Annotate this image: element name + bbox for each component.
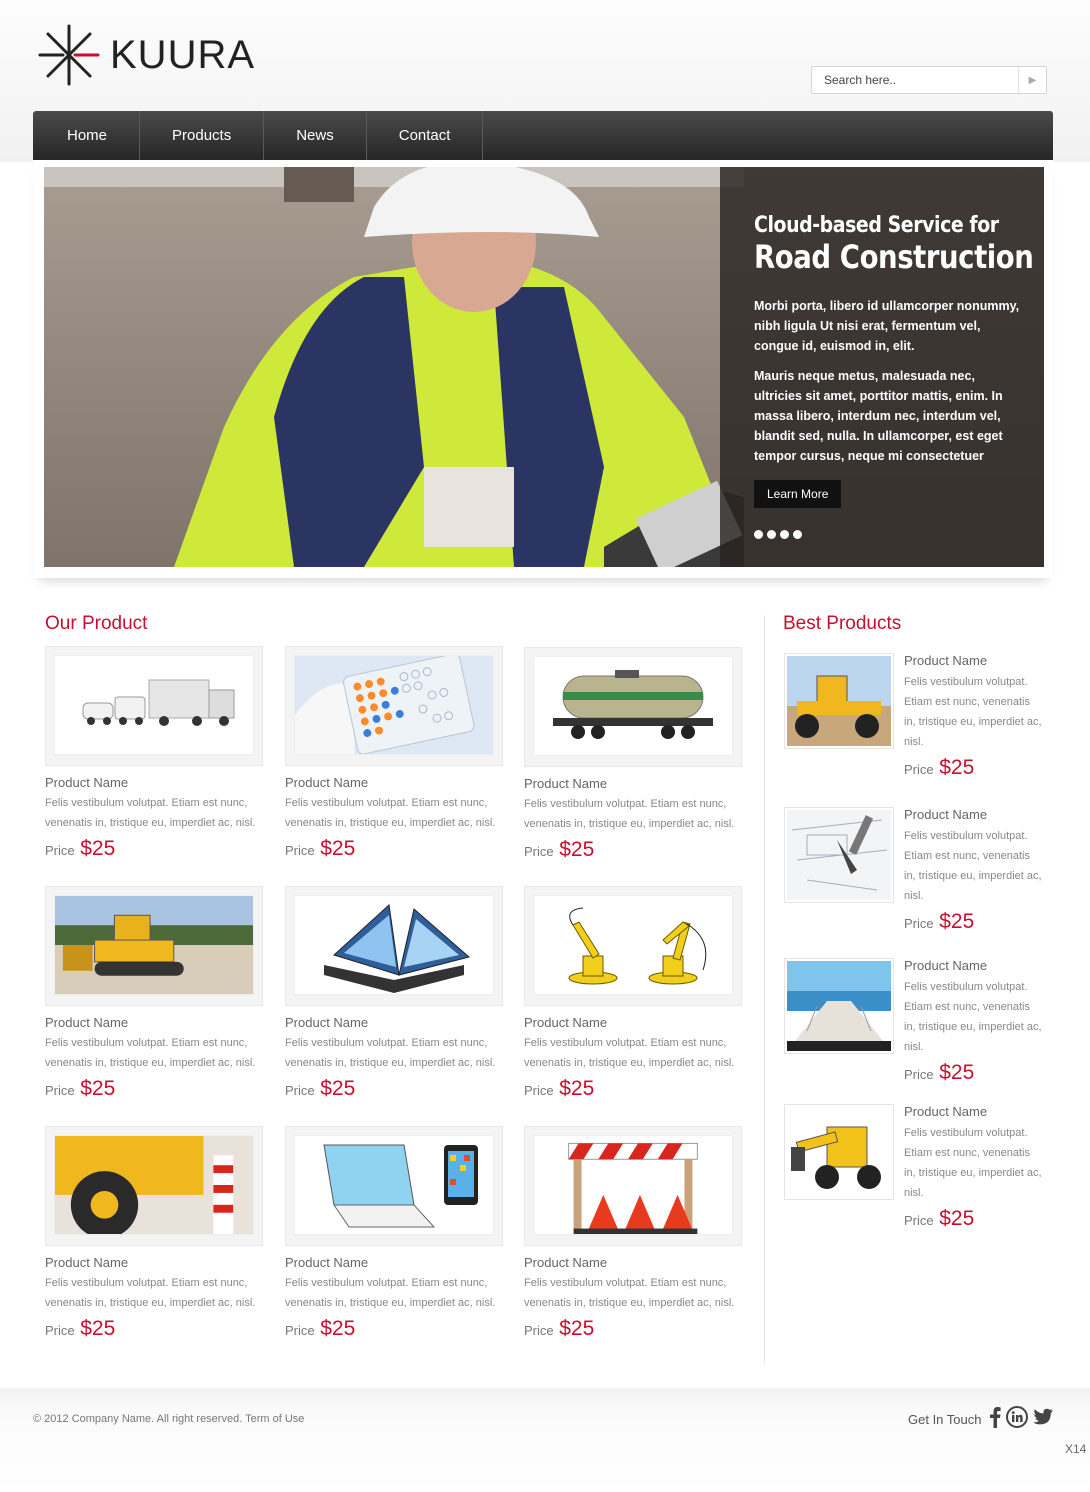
product-card[interactable] <box>285 646 505 861</box>
grader-image <box>787 656 891 746</box>
product-price: Price $25 <box>285 1317 356 1340</box>
product-name: Product Name <box>45 1255 129 1270</box>
slider-dot[interactable] <box>754 530 763 539</box>
product-price: Price $25 <box>45 837 116 860</box>
slide-title: Road Construction <box>754 238 1034 276</box>
product-price: Price $25 <box>524 838 595 861</box>
hero-slider <box>33 160 1053 578</box>
product-name: Product Name <box>45 1015 129 1030</box>
product-name: Product Name <box>524 1015 608 1030</box>
slide-paragraph-1: Morbi porta, libero id ullamcorper nonummy, nibh ligula Ut nisi erat, fermentum vel, congue id, euismod in, elit. <box>754 299 1020 353</box>
product-name: Product Name <box>45 775 129 790</box>
product-description: Felis vestibulum volutpat. Etiam est nunc, venenatis in, tristique eu, imperdiet ac, nisl. <box>904 1127 1042 1199</box>
product-description: Felis vestibulum volutpat. Etiam est nunc, venenatis in, tristique eu, imperdiet ac, nisl. <box>285 1277 496 1309</box>
product-description: Felis vestibulum volutpat. Etiam est nunc, venenatis in, tristique eu, imperdiet ac, nisl. <box>904 676 1042 748</box>
main-nav <box>33 111 1053 160</box>
slide-title-small: Cloud-based Service for <box>754 213 999 238</box>
brand-name: KUURA <box>110 32 256 77</box>
arrow-right-icon: ▶ <box>1028 74 1037 86</box>
product-description: Felis vestibulum volutpat. Etiam est nunc, venenatis in, tristique eu, imperdiet ac, nisl. <box>524 1277 735 1309</box>
product-card[interactable] <box>285 1126 505 1341</box>
product-description: Felis vestibulum volutpat. Etiam est nunc, venenatis in, tristique eu, imperdiet ac, nisl. <box>285 1037 496 1069</box>
best-products-title: Best Products <box>783 613 902 634</box>
lab-plate-image <box>295 655 493 755</box>
blueprint-image <box>787 810 891 900</box>
product-price: Price $25 <box>524 1317 595 1340</box>
product-description: Felis vestibulum volutpat. Etiam est nunc, venenatis in, tristique eu, imperdiet ac, nisl. <box>904 981 1042 1053</box>
slider-dots <box>754 530 1020 539</box>
product-name: Product Name <box>285 1255 369 1270</box>
slider-dot[interactable] <box>767 530 776 539</box>
product-price: Price $25 <box>904 756 975 779</box>
product-price: Price $25 <box>904 910 975 933</box>
road-sea-image <box>787 961 891 1051</box>
product-card[interactable] <box>45 646 265 861</box>
search-button[interactable] <box>1018 67 1046 93</box>
nav-contact[interactable]: Contact <box>367 111 484 160</box>
bulldozer-image <box>55 895 253 995</box>
product-name: Product Name <box>904 1104 988 1119</box>
product-description: Felis vestibulum volutpat. Etiam est nunc, venenatis in, tristique eu, imperdiet ac, nisl. <box>524 1037 735 1069</box>
trucks-image <box>69 675 239 735</box>
slider-dot[interactable] <box>793 530 802 539</box>
product-description: Felis vestibulum volutpat. Etiam est nunc, venenatis in, tristique eu, imperdiet ac, nisl. <box>524 798 735 830</box>
product-price: Price $25 <box>285 1077 356 1100</box>
telehandler-image <box>787 1107 891 1197</box>
product-card[interactable] <box>524 647 744 862</box>
nav-home[interactable]: Home <box>33 111 140 160</box>
laptop-phone-image <box>304 1135 484 1235</box>
product-card[interactable] <box>45 1126 265 1341</box>
product-name: Product Name <box>904 958 988 973</box>
product-description: Felis vestibulum volutpat. Etiam est nunc, venenatis in, tristique eu, imperdiet ac, nisl. <box>285 797 496 829</box>
product-card[interactable] <box>45 886 265 1101</box>
twitter-icon[interactable] <box>1032 1408 1054 1426</box>
product-price: Price $25 <box>285 837 356 860</box>
slider-dot[interactable] <box>780 530 789 539</box>
traffic-cones-image <box>534 1135 732 1235</box>
slide-caption <box>720 167 1044 567</box>
product-name: Product Name <box>285 1015 369 1030</box>
social-links <box>988 1406 1054 1428</box>
product-card[interactable] <box>524 886 744 1101</box>
column-divider <box>764 615 765 1363</box>
product-name: Product Name <box>904 807 988 822</box>
product-price: Price $25 <box>904 1207 975 1230</box>
asterisk-logo-icon <box>38 24 100 86</box>
product-description: Felis vestibulum volutpat. Etiam est nunc, venenatis in, tristique eu, imperdiet ac, nisl. <box>45 1277 256 1309</box>
learn-more-button[interactable]: Learn More <box>754 480 841 508</box>
best-product-item[interactable] <box>784 958 1044 1085</box>
search-input[interactable] <box>812 67 1018 93</box>
tablets-image <box>304 895 484 995</box>
product-price: Price $25 <box>45 1317 116 1340</box>
product-name: Product Name <box>904 653 988 668</box>
logo[interactable] <box>38 24 255 86</box>
nav-news[interactable]: News <box>264 111 367 160</box>
product-price: Price $25 <box>904 1061 975 1084</box>
product-description: Felis vestibulum volutpat. Etiam est nunc, venenatis in, tristique eu, imperdiet ac, nisl. <box>45 797 256 829</box>
product-price: Price $25 <box>45 1077 116 1100</box>
best-product-item[interactable] <box>784 653 1044 780</box>
get-in-touch-label: Get In Touch <box>908 1412 982 1427</box>
best-product-item[interactable] <box>784 807 1044 934</box>
search-box <box>811 66 1047 94</box>
product-card[interactable] <box>285 886 505 1101</box>
best-product-item[interactable] <box>784 1104 1044 1231</box>
nav-products[interactable]: Products <box>140 111 264 160</box>
corner-label: X14 <box>1065 1442 1087 1456</box>
robot-arms-image <box>543 900 723 990</box>
product-name: Product Name <box>285 775 369 790</box>
our-product-title: Our Product <box>45 613 148 634</box>
linkedin-icon[interactable] <box>1006 1406 1028 1428</box>
product-price: Price $25 <box>524 1077 595 1100</box>
product-card[interactable] <box>524 1126 744 1341</box>
tank-car-image <box>543 666 723 746</box>
loader-wheel-image <box>55 1135 253 1235</box>
slide-paragraph-2: Mauris neque metus, malesuada nec, ultricies sit amet, porttitor mattis, enim. In massa libero, interdum nec, interdum vel, blandit sed, nulla. In ullamcorper, est eget tempor cursus, neque mi consectetuer <box>754 369 1003 463</box>
product-name: Product Name <box>524 776 608 791</box>
product-description: Felis vestibulum volutpat. Etiam est nunc, venenatis in, tristique eu, imperdiet ac, nisl. <box>904 830 1042 902</box>
product-name: Product Name <box>524 1255 608 1270</box>
footer <box>0 1388 1090 1492</box>
facebook-icon[interactable] <box>988 1406 1002 1428</box>
copyright-text: © 2012 Company Name. All right reserved. Term of Use <box>33 1413 305 1425</box>
product-description: Felis vestibulum volutpat. Etiam est nunc, venenatis in, tristique eu, imperdiet ac, nisl. <box>45 1037 256 1069</box>
